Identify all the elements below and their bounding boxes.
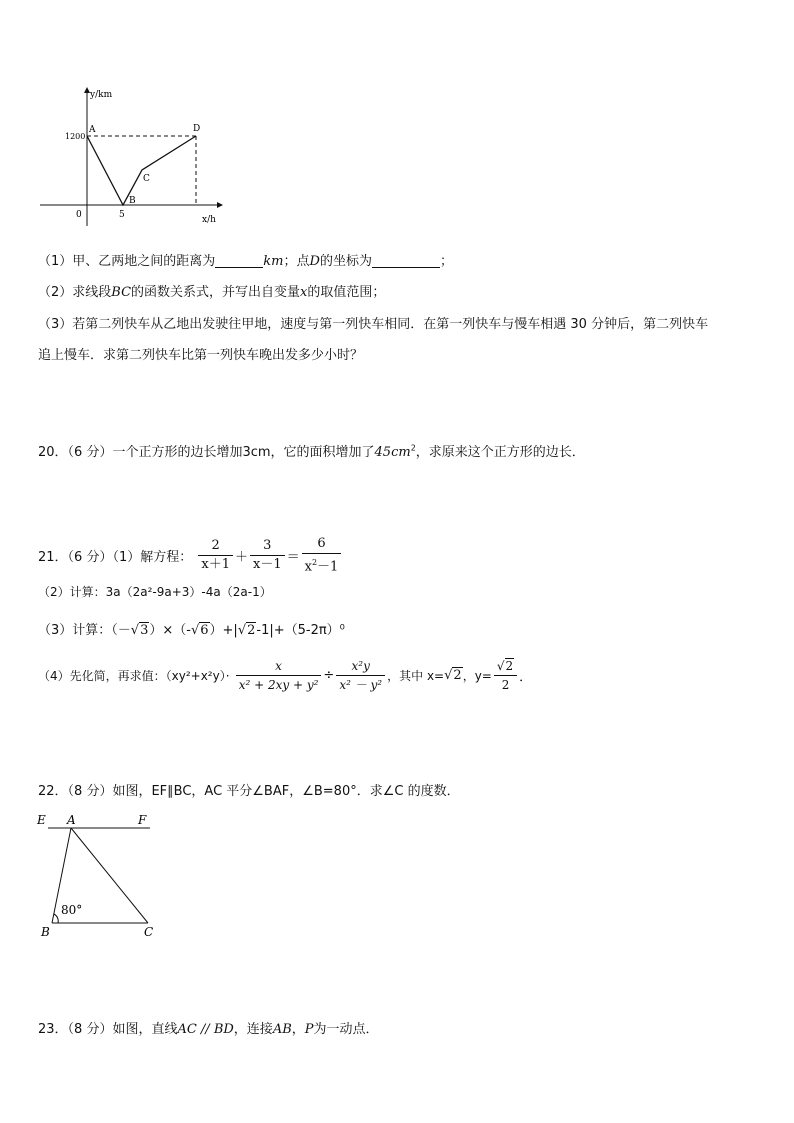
label-a: A: [67, 813, 76, 827]
point-c-label: C: [143, 174, 150, 184]
q21-part1: 21．（6 分）（1）解方程： $\frac{2}{x+1}$ ＋ $\frac{3}{x-1}$ ＝ $\frac{6}{x^2-1}$: [38, 535, 343, 576]
label-f: F: [138, 813, 147, 827]
sqrt-3: √3: [130, 623, 149, 638]
sqrt-6: √6: [190, 623, 209, 638]
answer-blank-coordinate[interactable]: [372, 253, 440, 268]
label-e: E: [37, 813, 46, 827]
point-d-label: D: [193, 124, 201, 134]
fraction-1: $\frac{2}{x+1}$: [198, 537, 233, 574]
q19-part2: （2）求线段BC的函数关系式，并写出自变量x的取值范围；: [38, 285, 386, 300]
angle-b-arc: [54, 914, 58, 923]
sqrt-2: √2: [237, 623, 256, 638]
distance-time-graph: [36, 86, 226, 231]
q21-part2: （2）计算：3a（2a²-9a+3）-4a（2a-1）: [38, 585, 272, 599]
q19-part3-line1: （3）若第二列快车从乙地出发驶往甲地，速度与第一列快车相同．在第一列快车与慢车相遇 30 分钟后，第二列快车: [38, 317, 709, 332]
q21-part4: （4）先化简，再求值：（xy²+x²y）· $\frac{x}{\text{x² + 2xy + y²}}$ ÷ $\frac{\text{x²y}}{\text{x² － y²}}$ ，其中 x=√2，y= $\frac{√2}{2}$ ．: [38, 659, 533, 692]
origin-label: 0: [76, 210, 82, 220]
fraction-4a: $\frac{x}{\text{x² + 2xy + y²}}$: [236, 657, 322, 694]
graph-polyline: [87, 136, 196, 205]
x-axis-label: x/h: [202, 215, 216, 225]
question-20: 20．（6 分）一个正方形的边长增加3cm，它的面积增加了$45cm^2$，求原来这个正方形的边长．: [38, 443, 585, 460]
point-a-label: A: [89, 125, 96, 135]
triangle-figure: [34, 810, 164, 940]
answer-blank-distance[interactable]: [215, 253, 263, 268]
fraction-4c: $\frac{√2}{2}$: [494, 657, 517, 694]
question-23: 23．（8 分）如图，直线AC // BD，连接AB，P为一动点．: [38, 1022, 379, 1037]
label-b: B: [41, 925, 50, 939]
y-tick-label: 1200: [65, 132, 86, 141]
sqrt-2-x: √2: [444, 668, 462, 683]
q19-part3-line2: 追上慢车．求第二列快车比第一列快车晚出发多少小时？: [38, 348, 364, 363]
q21-part3: （3）计算：（－√3）×（-√6）+|√2-1|+（5-2π）⁰: [38, 623, 345, 638]
x-tick-label: 5: [119, 210, 125, 220]
segment-ac: [71, 828, 148, 923]
label-c: C: [144, 925, 154, 939]
question-22: 22．（8 分）如图，EF∥BC，AC 平分∠BAF，∠B=80°．求∠C 的度数．: [38, 784, 460, 799]
point-b-label: B: [129, 196, 136, 206]
fraction-2: $\frac{3}{x-1}$: [250, 537, 285, 574]
q19-part1: （1）甲、乙两地之间的距离为 km；点D的坐标为 ；: [38, 254, 453, 269]
angle-label: 80°: [61, 903, 83, 917]
y-axis-label: y/km: [90, 90, 113, 100]
fraction-4b: $\frac{\text{x²y}}{\text{x² － y²}}$: [336, 657, 385, 694]
fraction-3: $\frac{6}{x^2-1}$: [302, 535, 342, 576]
